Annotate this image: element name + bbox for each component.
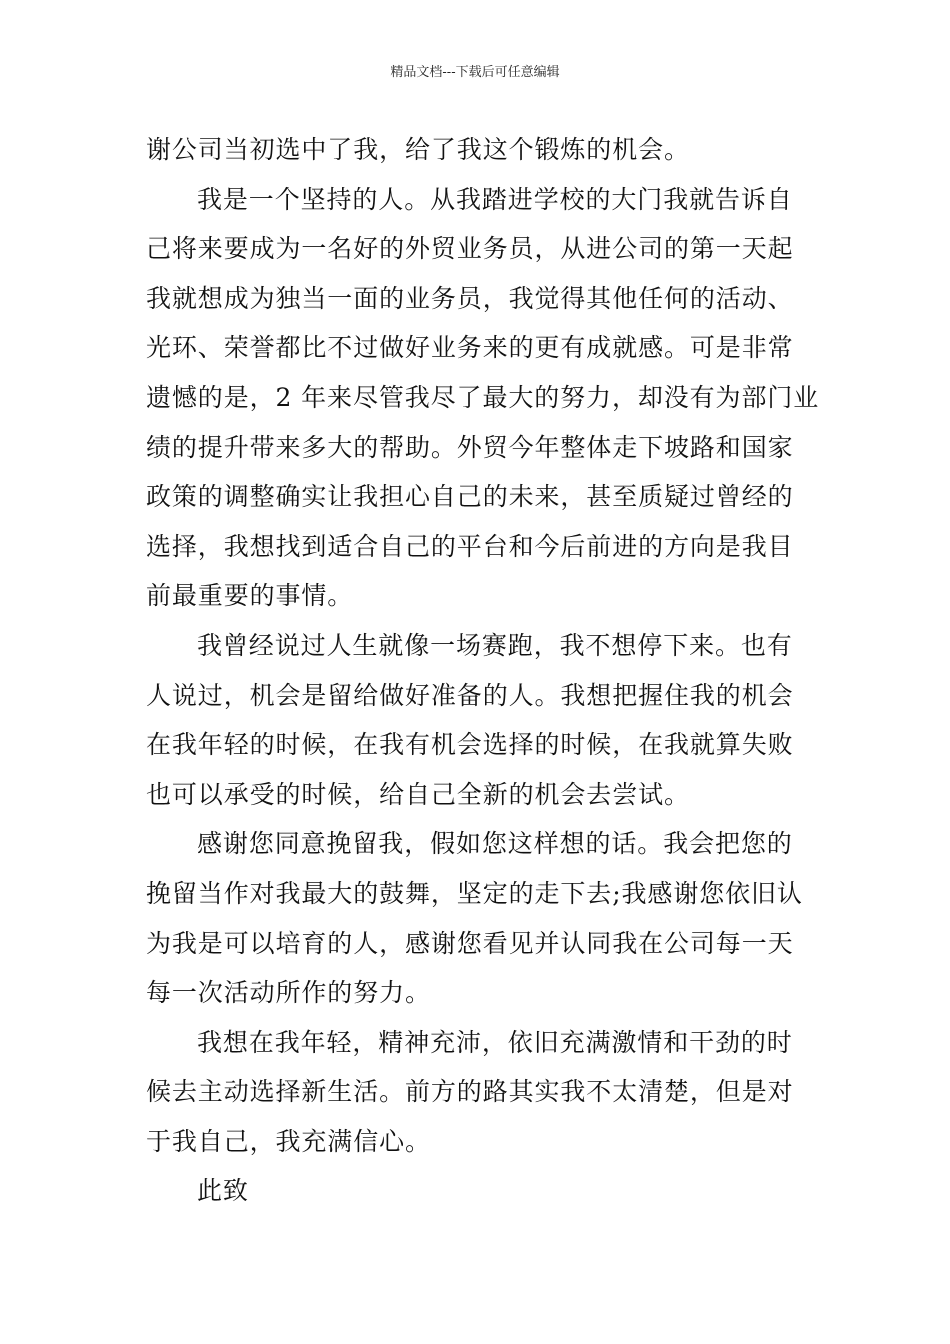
text-line: 为我是可以培育的人，感谢您看见并认同我在公司每一天 bbox=[146, 928, 794, 958]
text-line: 挽留当作对我最大的鼓舞，坚定的走下去;我感谢您依旧认 bbox=[146, 878, 803, 908]
letter-body bbox=[146, 125, 820, 1216]
text-line: 候去主动选择新生活。前方的路其实我不太清楚，但是对 bbox=[146, 1077, 794, 1107]
closing-salutation bbox=[146, 1166, 810, 1216]
text-line: 谢公司当初选中了我，给了我这个锻炼的机会。 bbox=[146, 135, 690, 164]
text-line: 政策的调整确实让我担心自己的未来，甚至质疑过曾经的 bbox=[146, 482, 794, 512]
text-line: 前最重要的事情。 bbox=[146, 581, 354, 611]
paragraph-3 bbox=[146, 621, 810, 819]
text-line: 己将来要成为一名好的外贸业务员，从进公司的第一天起 bbox=[146, 234, 794, 264]
text-line: 我想在我年轻，精神充沛，依旧充满激情和干劲的时 bbox=[197, 1027, 793, 1057]
paragraph-5 bbox=[146, 1018, 810, 1167]
text-line: 感谢您同意挽留我，假如您这样想的话。我会把您的 bbox=[197, 829, 793, 859]
text-line: 于我自己，我充满信心。 bbox=[146, 1126, 431, 1156]
text-line: 此致 bbox=[197, 1176, 249, 1206]
text-line: 遗憾的是，2 年来尽管我尽了最大的努力，却没有为部门业 bbox=[146, 382, 820, 412]
text-line: 在我年轻的时候，在我有机会选择的时候，在我就算失败 bbox=[146, 730, 794, 760]
text-line: 光环、荣誉都比不过做好业务来的更有成就感。可是非常 bbox=[146, 333, 794, 363]
text-line: 绩的提升带来多大的帮助。外贸今年整体走下坡路和国家 bbox=[146, 432, 794, 462]
text-line: 选择，我想找到适合自己的平台和今后前进的方向是我目 bbox=[146, 531, 794, 561]
text-line: 我就想成为独当一面的业务员，我觉得其他任何的活动、 bbox=[146, 283, 794, 313]
page-header: 精品文档---下载后可任意编辑 bbox=[390, 65, 560, 80]
text-line: 人说过，机会是留给做好准备的人。我想把握住我的机会 bbox=[146, 680, 794, 710]
paragraph-1 bbox=[146, 125, 810, 175]
text-line: 我曾经说过人生就像一场赛跑，我不想停下来。也有 bbox=[197, 630, 793, 660]
paragraph-2 bbox=[146, 175, 820, 621]
text-line: 也可以承受的时候，给自己全新的机会去尝试。 bbox=[146, 779, 690, 809]
paragraph-4 bbox=[146, 819, 810, 1017]
text-line: 每一次活动所作的努力。 bbox=[146, 978, 431, 1008]
text-line: 我是一个坚持的人。从我踏进学校的大门我就告诉自 bbox=[197, 184, 793, 214]
